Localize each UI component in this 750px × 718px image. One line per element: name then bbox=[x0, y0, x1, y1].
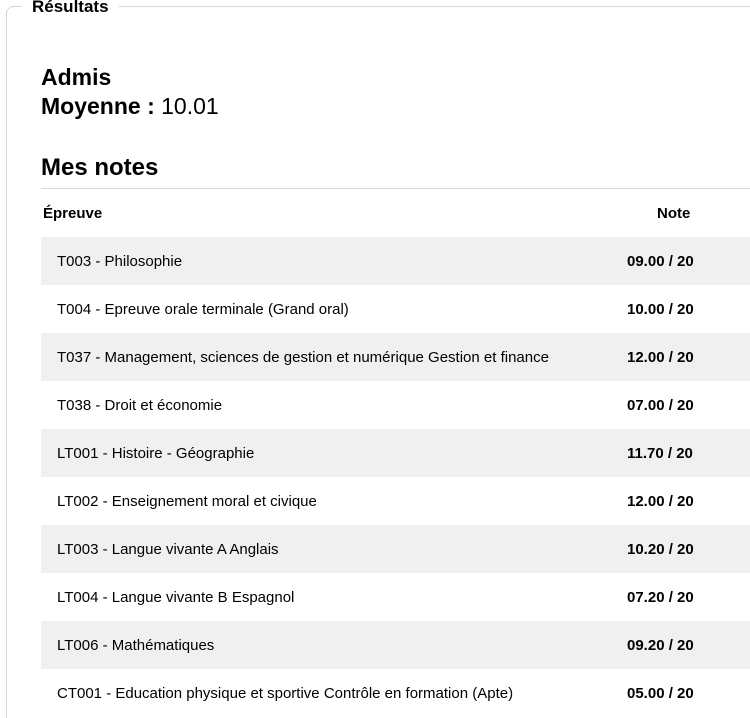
exam-name: LT002 - Enseignement moral et civique bbox=[57, 492, 317, 510]
exam-grade: 07.20 / 20 bbox=[627, 588, 694, 606]
exam-name: LT003 - Langue vivante A Anglais bbox=[41, 525, 613, 573]
average-value: 10.01 bbox=[161, 93, 219, 119]
notes-section-title: Mes notes bbox=[41, 154, 159, 181]
table-row bbox=[41, 381, 750, 429]
exam-name: T003 - Philosophie bbox=[41, 237, 613, 285]
average-label: Moyenne : bbox=[41, 93, 155, 119]
table-row bbox=[41, 333, 750, 381]
column-header-grade: Note bbox=[657, 204, 691, 222]
table-row bbox=[41, 429, 750, 477]
exam-grade: 09.00 / 20 bbox=[613, 237, 750, 285]
exam-grade: 09.20 / 20 bbox=[613, 621, 750, 669]
table-row bbox=[41, 285, 750, 333]
exam-name: T038 - Droit et économie bbox=[57, 396, 223, 414]
table-row bbox=[41, 477, 750, 525]
exam-name: CT001 - Education physique et sportive Contrôle en formation (Apte) bbox=[57, 684, 514, 702]
exam-name: LT006 - Mathématiques bbox=[41, 621, 613, 669]
table-row bbox=[41, 573, 750, 621]
average-line bbox=[41, 91, 219, 121]
exam-grade: 12.00 / 20 bbox=[613, 333, 750, 381]
exam-grade: 10.00 / 20 bbox=[627, 300, 694, 318]
table-row bbox=[41, 669, 750, 717]
grades-table bbox=[41, 189, 750, 717]
exam-name: LT004 - Langue vivante B Espagnol bbox=[57, 588, 295, 606]
table-row bbox=[41, 237, 750, 285]
table-row bbox=[41, 525, 750, 573]
column-header-exam: Épreuve bbox=[43, 204, 103, 222]
results-legend: Résultats bbox=[22, 0, 119, 20]
admission-status: Admis bbox=[41, 64, 112, 90]
exam-name: T037 - Management, sciences de gestion et numérique Gestion et finance bbox=[41, 333, 613, 381]
exam-grade: 12.00 / 20 bbox=[627, 492, 694, 510]
exam-grade: 10.20 / 20 bbox=[613, 525, 750, 573]
exam-grade: 07.00 / 20 bbox=[627, 396, 694, 414]
exam-name: LT001 - Histoire - Géographie bbox=[41, 429, 613, 477]
exam-grade: 05.00 / 20 bbox=[627, 684, 694, 702]
exam-grade: 11.70 / 20 bbox=[613, 429, 750, 477]
exam-name: T004 - Epreuve orale terminale (Grand oral) bbox=[57, 300, 349, 318]
table-row bbox=[41, 621, 750, 669]
grades-header-row bbox=[41, 189, 750, 237]
